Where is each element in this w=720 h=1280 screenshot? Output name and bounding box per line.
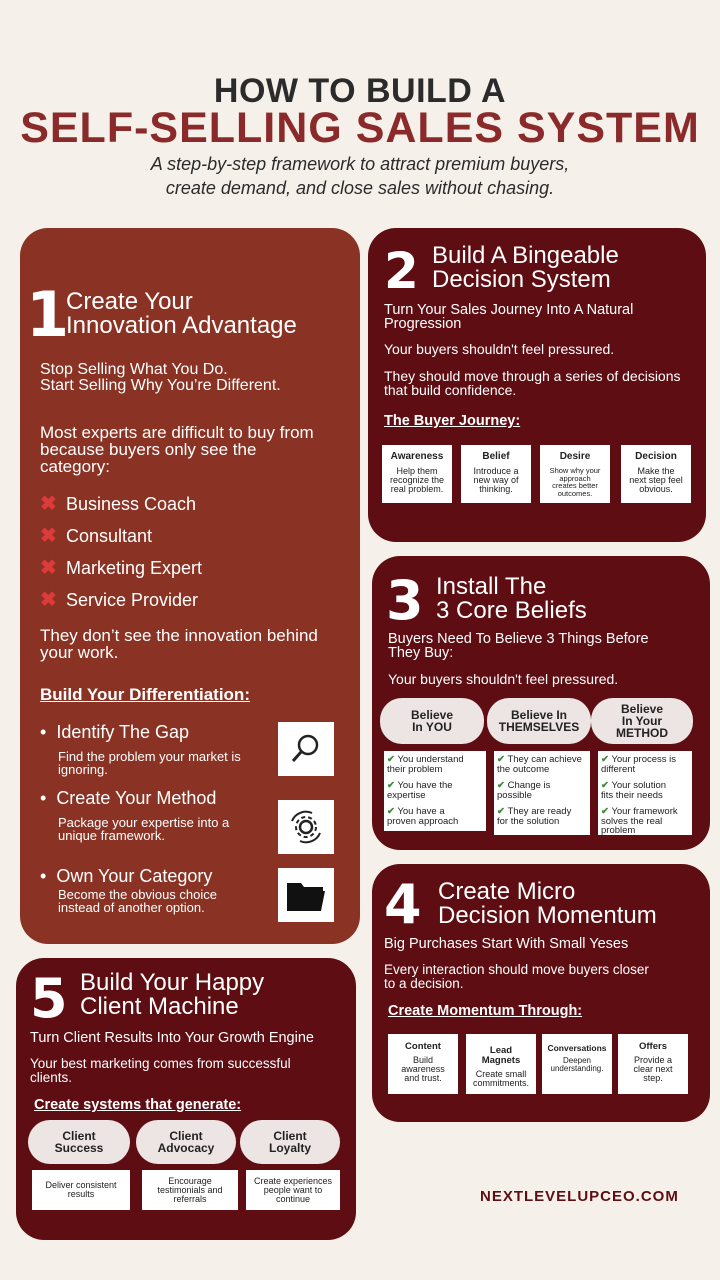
x-icon: ✖ — [40, 589, 57, 611]
section-2-title: Build A Bingeable Decision System — [432, 242, 619, 293]
category-item: ✖ Consultant — [40, 525, 153, 547]
journey-belief: Belief Introduce a new way of thinking. — [461, 445, 531, 503]
section-3-title: Install The 3 Core Beliefs — [436, 573, 587, 624]
gear-cycle-icon — [278, 800, 334, 854]
check-icon: ✔ — [387, 754, 395, 765]
section-2-p2: They should move through a series of decisions that build confidence. — [384, 368, 681, 398]
belief-pill-you: Believe In YOU — [380, 698, 484, 744]
check-icon: ✔ — [387, 780, 395, 791]
website-url[interactable]: NEXTLEVELUPCEO.COM — [480, 1188, 679, 1205]
belief-list-method — [598, 751, 692, 835]
momentum-conversations: Conversations Deepen understanding. — [542, 1034, 612, 1094]
momentum-content: Content Build awareness and trust. — [388, 1034, 458, 1094]
bullet-create-method-desc: Package your expertise into a unique framework. — [58, 815, 230, 843]
check-icon: ✔ — [601, 780, 609, 791]
category-item: ✖ Business Coach — [40, 493, 197, 515]
check-icon: ✔ — [387, 806, 395, 817]
belief-point: ✔ You understand their problem — [387, 754, 464, 775]
section-3-number: 3 — [386, 569, 424, 632]
belief-point: ✔ They can achieve the outcome — [497, 754, 582, 775]
check-icon: ✔ — [497, 754, 505, 765]
client-box-success: Deliver consistent results — [32, 1170, 130, 1210]
belief-point: ✔ Your process is different — [601, 754, 677, 775]
bullet-identify-gap-desc: Find the problem your market is ignoring. — [58, 749, 241, 777]
bullet-own-category: • Own Your Category — [40, 866, 213, 886]
section-5-subtitle: Turn Client Results Into Your Growth Engine — [30, 1030, 314, 1046]
section-1-closing: They don’t see the innovation behind your work. — [40, 626, 318, 662]
journey-awareness: Awareness Help them recognize the real problem. — [382, 445, 452, 503]
section-2-number: 2 — [384, 242, 419, 300]
client-box-loyalty: Create experiences people want to continue — [246, 1170, 340, 1210]
check-icon: ✔ — [601, 754, 609, 765]
category-list — [40, 494, 202, 610]
section-3-subtitle: Buyers Need To Believe 3 Things Before They Buy: — [388, 631, 649, 661]
section-3-p1: Your buyers shouldn't feel pressured. — [388, 671, 619, 687]
bullet-identify-gap: • Identify The Gap — [40, 722, 190, 742]
momentum-lead-magnets: Lead Magnets Create small commitments. — [466, 1034, 536, 1094]
x-icon: ✖ — [40, 557, 57, 579]
section-1-heading: Build Your Differentiation: — [40, 685, 250, 704]
client-pill-loyalty: Client Loyalty — [240, 1120, 340, 1164]
section-5-title: Build Your Happy Client Machine — [80, 969, 265, 1020]
belief-point: ✔ You have a proven approach — [387, 806, 459, 827]
bullet-own-category-desc: Become the obvious choice instead of another option. — [58, 887, 217, 915]
journey-decision: Decision Make the next step feel obvious. — [621, 445, 691, 503]
journey-desire: Desire Show why your approach creates better outcomes. — [540, 445, 610, 503]
check-icon: ✔ — [497, 806, 505, 817]
title-line-1: HOW TO BUILD A — [213, 72, 507, 110]
category-item: ✖ Marketing Expert — [40, 557, 203, 579]
check-icon: ✔ — [497, 780, 505, 791]
section-1-number: 1 — [26, 278, 70, 351]
check-icon: ✔ — [601, 806, 609, 817]
momentum-offers: Offers Provide a clear next step. — [618, 1034, 688, 1094]
section-1-paragraph: Most experts are difficult to buy from because buyers only see the category: — [40, 423, 314, 476]
belief-pill-themselves: Believe In THEMSELVES — [487, 698, 591, 744]
category-item: ✖ Service Provider — [40, 589, 199, 611]
section-4-p1: Every interaction should move buyers closer to a decision. — [384, 962, 649, 991]
folder-icon — [278, 868, 334, 922]
section-4-subtitle: Big Purchases Start With Small Yeses — [384, 936, 629, 952]
section-1-intro: Stop Selling What You Do. Start Selling Why You’re Different. — [40, 361, 281, 394]
client-box-advocacy: Encourage testimonials and referrals — [142, 1170, 238, 1210]
belief-point: ✔ Change is possible — [497, 780, 551, 801]
belief-point: ✔ They are ready for the solution — [497, 806, 572, 827]
belief-list-you — [384, 751, 486, 831]
section-1-title: Create Your Innovation Advantage — [66, 288, 297, 339]
x-icon: ✖ — [40, 525, 57, 547]
section-5-number: 5 — [30, 967, 68, 1030]
section-5-p1: Your best marketing comes from successful clients. — [30, 1056, 291, 1085]
belief-pill-method: Believe In Your METHOD — [591, 698, 693, 744]
belief-point: ✔ You have the expertise — [387, 780, 453, 801]
title-line-2: SELF-SELLING SALES SYSTEM — [20, 104, 700, 152]
subtitle: A step-by-step framework to attract premium buyers, create demand, and close sales without chasing. — [150, 154, 570, 198]
client-pill-advocacy: Client Advocacy — [136, 1120, 236, 1164]
section-4-title: Create Micro Decision Momentum — [438, 878, 657, 929]
section-2-heading: The Buyer Journey: — [384, 413, 521, 429]
magnifier-icon — [278, 722, 334, 776]
belief-list-themselves — [494, 751, 590, 835]
section-4-number: 4 — [384, 873, 422, 936]
bullet-create-method: • Create Your Method — [40, 788, 217, 808]
section-2-p1: Your buyers shouldn't feel pressured. — [384, 341, 615, 357]
client-pill-success: Client Success — [28, 1120, 130, 1164]
belief-point: ✔ Your framework solves the real problem — [601, 806, 678, 836]
section-5-heading: Create systems that generate: — [34, 1097, 242, 1113]
section-4-heading: Create Momentum Through: — [388, 1003, 583, 1019]
belief-point: ✔ Your solution fits their needs — [601, 780, 667, 801]
section-2-subtitle: Turn Your Sales Journey Into A Natural Progression — [384, 302, 634, 332]
x-icon: ✖ — [40, 493, 57, 515]
